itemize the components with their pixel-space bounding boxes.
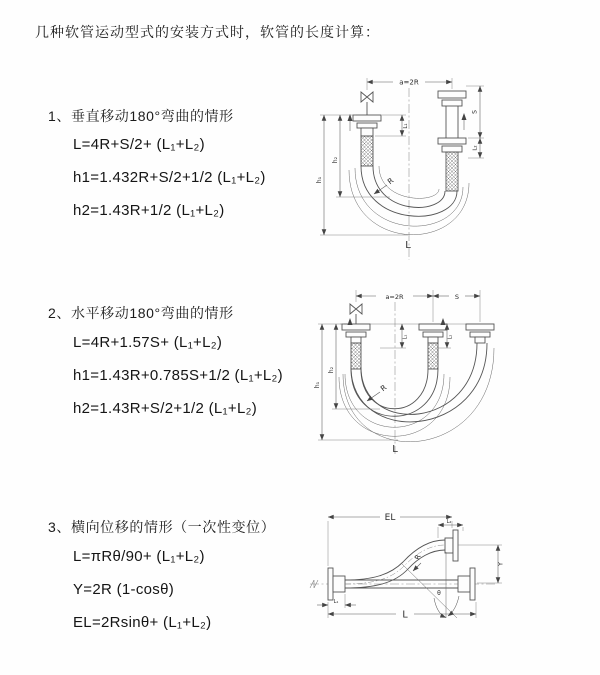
- section-1-heading: 1、垂直移动180°弯曲的情形: [48, 108, 234, 124]
- dim-label-h1: h₁: [314, 381, 321, 389]
- dim-label-h2: h₂: [332, 156, 339, 164]
- dimension-el: [328, 513, 452, 566]
- radius-callout: [367, 383, 388, 401]
- dim-label-a2r: a=2R: [385, 292, 404, 301]
- diagram-horizontal-180-bend: [310, 282, 600, 467]
- dim-label-l-total: L: [392, 444, 398, 455]
- left-flange-assembly: [328, 568, 345, 600]
- section-1-formula-h2: h2=1.43R+1/2 (L₁+L₂): [73, 202, 225, 219]
- section-1-formula-l: L=4R+S/2+ (L₁+L₂): [73, 136, 205, 153]
- section-2-heading: 2、水平移动180°弯曲的情形: [48, 305, 234, 321]
- page-title: 几种软管运动型式的安装方式时，软管的长度计算：: [35, 24, 380, 40]
- right-pipe-assembly: [438, 91, 466, 191]
- middle-pipe-assembly: [419, 324, 447, 369]
- angle-theta-label: θ: [437, 590, 441, 597]
- right-flange-assembly: [458, 568, 475, 600]
- angle-construction: [402, 552, 459, 618]
- dim-label-h1: h₁: [316, 176, 323, 184]
- dim-label-y: Y: [496, 562, 505, 566]
- hose-u-bend-original: [339, 369, 450, 436]
- left-pipe-assembly: [353, 115, 381, 166]
- section-2-formula-l: L=4R+1.57S+ (L₁+L₂): [73, 334, 223, 351]
- valve-icon: [350, 304, 362, 324]
- section-3-formula-l: L=πRθ/90+ (L₁+L₂): [73, 548, 205, 565]
- length-label: [405, 240, 411, 251]
- section-3-formula-y: Y=2R (1-cosθ): [73, 581, 175, 598]
- s-curve-hose-displaced: [345, 540, 445, 588]
- dim-label-l-total: L: [405, 240, 411, 251]
- dimension-l1: [317, 594, 356, 608]
- left-pipe-assembly: [342, 324, 370, 369]
- section-3-heading: 3、横向位移的情形（一次性变位）: [48, 519, 276, 535]
- section-3-formula-el: EL=2Rsinθ+ (L₁+L₂): [73, 614, 212, 631]
- section-2-formula-h2: h2=1.43R+S/2+1/2 (L₁+L₂): [73, 400, 258, 417]
- dimension-s: [466, 86, 484, 138]
- dim-label-a2r: a=2R: [399, 78, 419, 87]
- valve-icon: [361, 92, 373, 115]
- dim-label-l2: L₂: [446, 519, 452, 525]
- dim-label-l1: L₁: [403, 123, 409, 129]
- section-2-formula-h1: h1=1.43R+0.785S+1/2 (L₁+L₂): [73, 367, 283, 384]
- right-pipe-assembly: [466, 324, 494, 343]
- dim-label-l2: L₂: [447, 334, 454, 340]
- dim-label-s: S: [471, 110, 479, 114]
- hose-u-bend-displaced: [343, 343, 494, 442]
- section-1-formula-h1: h1=1.432R+S/2+1/2 (L₁+L₂): [73, 169, 266, 186]
- diagram-lateral-displacement: [300, 498, 600, 650]
- dim-label-el: EL: [384, 513, 396, 523]
- dimension-l2: [438, 519, 463, 538]
- dimension-l1: [380, 324, 409, 348]
- radius-label: R: [413, 553, 423, 561]
- dimension-a2r: [367, 78, 452, 90]
- dim-label-l1: L₁: [333, 599, 339, 605]
- dim-label-l1: L₁: [402, 334, 409, 340]
- upper-flange-assembly: [445, 530, 502, 561]
- dim-label-l: L: [402, 609, 408, 621]
- dim-label-h2: h₂: [328, 366, 335, 374]
- radius-label: R: [378, 382, 389, 394]
- dimension-a2r: [356, 290, 433, 322]
- length-label: [392, 444, 398, 455]
- dim-label-s: S: [454, 292, 460, 301]
- diagram-vertical-180-bend: [312, 70, 597, 268]
- dimension-l2: [468, 138, 484, 158]
- dimension-s: [433, 290, 480, 322]
- dimension-y: [477, 545, 505, 583]
- dim-label-l2: L₂: [472, 145, 479, 151]
- radius-label: R: [385, 175, 396, 187]
